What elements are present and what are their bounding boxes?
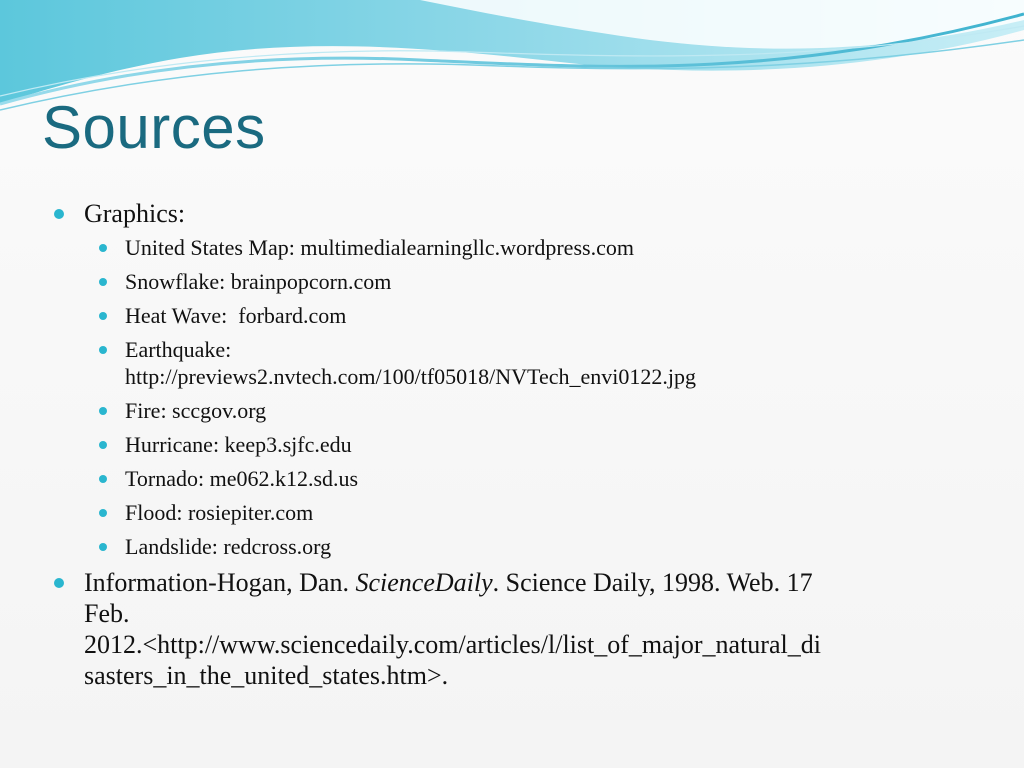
citation-line2: Feb. bbox=[84, 599, 130, 628]
source-heat-wave: Heat Wave: forbard.com bbox=[125, 303, 347, 328]
bullet-icon bbox=[99, 475, 107, 483]
list-item bbox=[54, 431, 964, 458]
list-item bbox=[54, 465, 964, 492]
graphics-sources-list bbox=[54, 234, 964, 560]
source-hurricane: Hurricane: keep3.sjfc.edu bbox=[125, 432, 352, 457]
citation-line3: 2012.<http://www.sciencedaily.com/articles/l/list_of_major_natural_di bbox=[84, 630, 821, 659]
bullet-icon bbox=[99, 441, 107, 449]
source-earthquake-label: Earthquake: bbox=[125, 337, 232, 362]
bullet-icon bbox=[54, 578, 64, 588]
slide-title: Sources bbox=[42, 94, 266, 161]
source-tornado: Tornado: me062.k12.sd.us bbox=[125, 466, 359, 491]
list-item bbox=[54, 336, 964, 390]
sources-list bbox=[54, 198, 964, 691]
bullet-icon bbox=[99, 346, 107, 354]
bullet-icon bbox=[99, 312, 107, 320]
source-earthquake-url: http://previews2.nvtech.com/100/tf05018/NVTech_envi0122.jpg bbox=[125, 364, 696, 389]
list-item bbox=[54, 302, 964, 329]
bullet-icon bbox=[99, 407, 107, 415]
publication-title: ScienceDaily bbox=[355, 568, 493, 597]
list-item bbox=[54, 397, 964, 424]
list-item bbox=[54, 234, 964, 261]
bullet-icon bbox=[54, 209, 64, 219]
list-item bbox=[54, 268, 964, 295]
source-fire: Fire: sccgov.org bbox=[125, 398, 267, 423]
graphics-section bbox=[54, 198, 964, 560]
graphics-label: Graphics: bbox=[84, 199, 186, 228]
information-section bbox=[54, 567, 964, 691]
source-snowflake: Snowflake: brainpopcorn.com bbox=[125, 269, 392, 294]
bullet-icon bbox=[99, 543, 107, 551]
source-earthquake bbox=[95, 336, 964, 390]
source-landslide: Landslide: redcross.org bbox=[125, 534, 332, 559]
list-item bbox=[54, 499, 964, 526]
list-item bbox=[54, 533, 964, 560]
bullet-icon bbox=[99, 278, 107, 286]
citation-line1: . Science Daily, 1998. Web. 17 bbox=[492, 568, 813, 597]
bullet-icon bbox=[99, 509, 107, 517]
bullet-icon bbox=[99, 244, 107, 252]
citation-line4: sasters_in_the_united_states.htm>. bbox=[84, 661, 449, 690]
source-flood: Flood: rosiepiter.com bbox=[125, 500, 314, 525]
information-prefix: Information-Hogan, Dan. bbox=[84, 568, 356, 597]
source-us-map: United States Map: multimedialearningllc.wordpress.com bbox=[125, 235, 634, 260]
sources-content bbox=[54, 198, 964, 691]
information-citation-line1 bbox=[84, 567, 964, 598]
